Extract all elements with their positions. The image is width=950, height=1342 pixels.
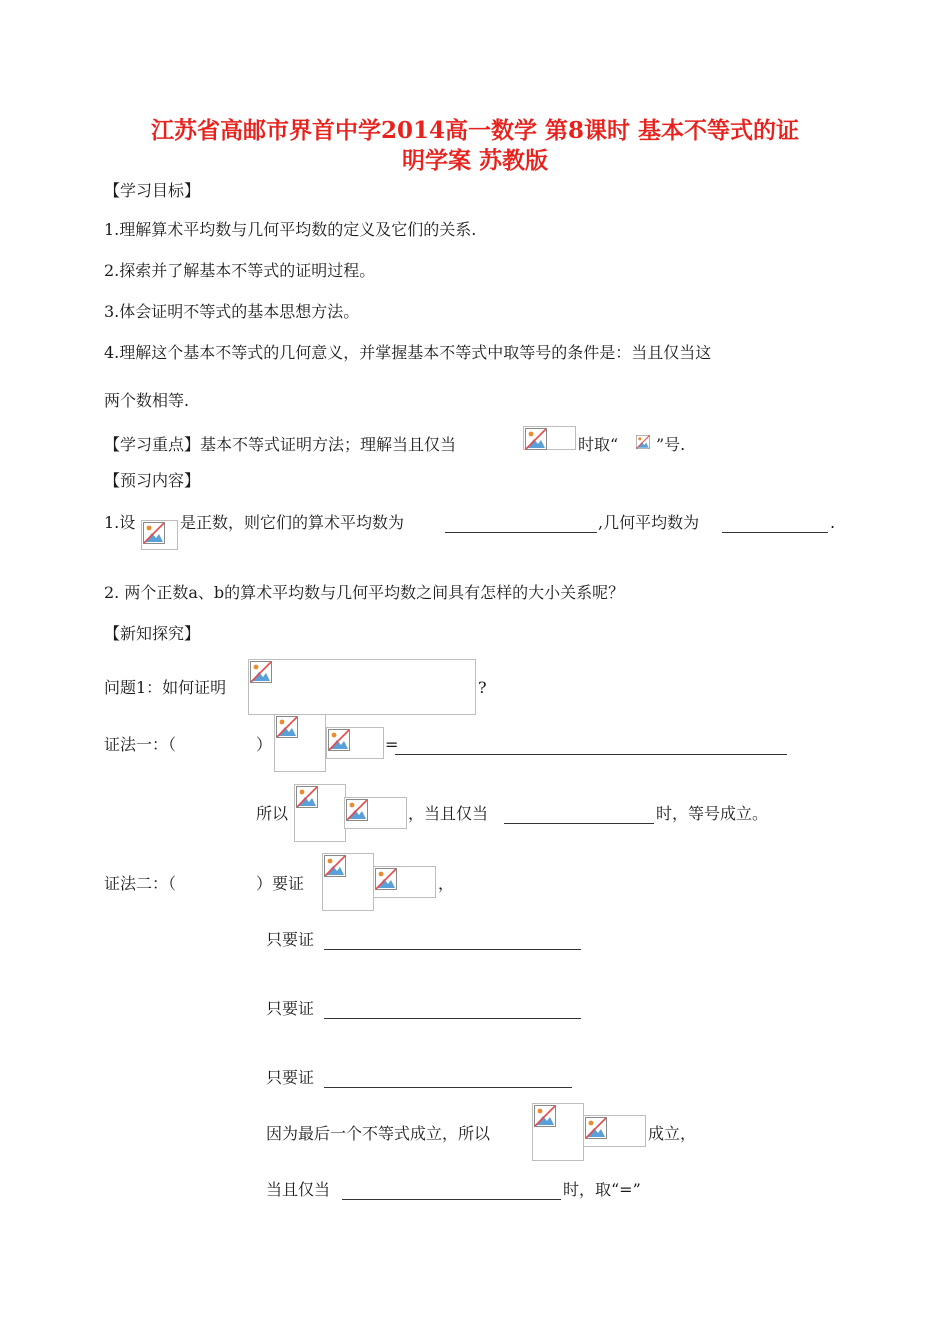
expr-image-icon-5 [322,853,374,911]
arith-mean-blank[interactable] [445,516,597,533]
method2-comma: ， [438,874,455,893]
method2-label: 证法二：（ [104,874,177,893]
expr-image-icon-6 [373,866,436,898]
take-eq-text: 时，取“=” [563,1180,641,1199]
preview-q1-end: . [830,513,836,532]
title-line-1: 江苏省高邮市界首中学2014高一数学 第8课时 基本不等式的证 [150,117,800,144]
method1-paren-close: ） [256,735,273,754]
inequality-image-icon [248,659,476,715]
method1-eq: = [385,735,399,754]
expr-image-icon-7 [532,1103,584,1161]
holds-text: 成立， [648,1124,697,1143]
need-prove-blank-1[interactable] [324,933,581,950]
objective-1: 1.理解算术平均数与几何平均数的定义及它们的关系. [104,220,477,239]
expr-image-icon-4 [344,797,407,829]
expr-image-icon-3 [294,784,346,842]
title-line-2: 明学案 苏教版 [401,147,548,174]
method1-iff: ，当且仅当 [408,804,489,823]
expr-image-icon-8 [583,1115,646,1147]
problem1-end: ? [478,678,487,697]
preview-q1-mid2: ,几何平均数为 [598,513,700,532]
objective-3: 3.体会证明不等式的基本思想方法。 [104,302,360,321]
method1-label: 证法一：（ [104,735,177,754]
preview-q1-mid: 是正数，则它们的算术平均数为 [180,513,405,532]
need-prove-2: 只要证 [266,999,315,1018]
keypoint-mid: 时取“ [578,435,619,454]
method2-condition-blank[interactable] [342,1183,561,1200]
method1-condition-blank[interactable] [504,807,654,824]
problem1-text: 问题1：如何证明 [104,678,227,697]
method2-tail: ）要证 [256,874,305,893]
objective-2: 2.探索并了解基本不等式的证明过程。 [104,261,376,280]
need-prove-blank-2[interactable] [324,1002,581,1019]
keypoint-prefix: 【学习重点】基本不等式证明方法；理解当且仅当 [104,435,457,454]
preview-q1-prefix: 1.设 [104,513,136,532]
iff2-text: 当且仅当 [266,1180,331,1199]
objective-4: 4.理解这个基本不等式的几何意义，并掌握基本不等式中取等号的条件是：当且仅当这 [104,343,712,362]
need-prove-1: 只要证 [266,930,315,949]
objectives-heading: 【学习目标】 [104,181,201,200]
need-prove-blank-3[interactable] [324,1071,572,1088]
need-prove-3: 只要证 [266,1068,315,1087]
document-title [90,116,860,176]
ab-image-icon [141,520,178,550]
expr-image-icon-2 [326,727,384,759]
preview-q2: 2. 两个正数a、b的算术平均数与几何平均数之间具有怎样的大小关系呢？ [104,583,625,602]
formula-image-icon [523,426,576,450]
geo-mean-blank[interactable] [722,516,828,533]
method1-blank[interactable] [395,738,787,755]
keypoint-suffix: ”号. [656,435,686,454]
method1-equality: 时，等号成立。 [656,804,769,823]
preview-heading: 【预习内容】 [104,471,201,490]
method1-so: 所以 [256,804,289,823]
because-text: 因为最后一个不等式成立，所以 [266,1124,491,1143]
expr-image-icon-1 [274,714,326,772]
equal-sign-image-icon [635,435,655,451]
explore-heading: 【新知探究】 [104,624,201,643]
objective-4-cont: 两个数相等. [104,391,190,410]
